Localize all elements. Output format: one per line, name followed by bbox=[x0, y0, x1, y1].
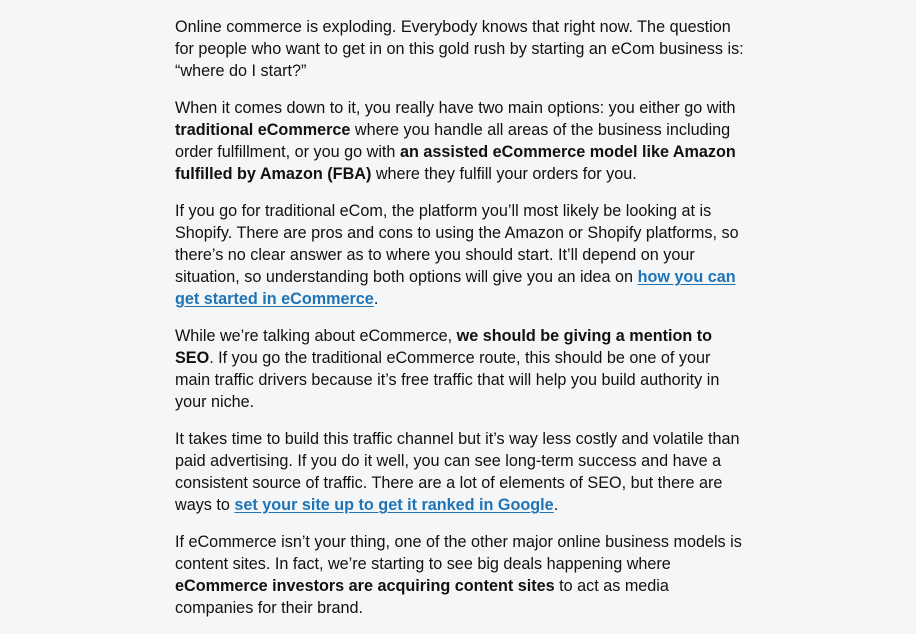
paragraph-text: If you go for traditional eCom, the platform you’ll most likely be looking at is Shopify. There are pros and cons to using the Amazon or Shopify platforms, so there’s no clear answer as to where you should start. It’ll depend on your situation, so understanding both options will give you an idea on bbox=[175, 202, 739, 286]
paragraph-text: If eCommerce isn’t your thing, one of the other major online business models is content sites. In fact, we’re starting to see big deals happening where bbox=[175, 533, 742, 573]
paragraph-text: where you handle all areas of the business including order fulfillment, or you go with bbox=[175, 121, 731, 161]
paragraph-text: to act as media companies for their brand. bbox=[175, 577, 669, 617]
bold-phrase-investors-acquiring: eCommerce investors are acquiring content sites bbox=[175, 577, 555, 595]
article-paragraph-shopify bbox=[175, 200, 745, 310]
paragraph-text: where they fulfill your orders for you. bbox=[371, 165, 637, 183]
paragraph-text: When it comes down to it, you really have two main options: you either go with bbox=[175, 99, 736, 117]
link-get-started-ecommerce[interactable]: how you can get started in eCommerce bbox=[175, 268, 736, 308]
bold-phrase-traditional-ecommerce: traditional eCommerce bbox=[175, 121, 351, 139]
paragraph-text: While we’re talking about eCommerce, bbox=[175, 327, 457, 345]
article-paragraph-seo bbox=[175, 325, 745, 413]
paragraph-text: . bbox=[373, 290, 379, 308]
bold-phrase-amazon-fba: an assisted eCommerce model like Amazon fulfilled by Amazon (FBA) bbox=[175, 143, 736, 183]
paragraph-text: It takes time to build this traffic channel but it’s way less costly and volatile than paid advertising. If you do it well, you can see long-term success and have a consistent source of traffic. There are a lot of elements of SEO, but there are ways to bbox=[175, 430, 740, 514]
article-paragraph-options bbox=[175, 97, 745, 185]
paragraph-text: Online commerce is exploding. Everybody knows that right now. The question for people who want to get in on this gold rush by starting an eCom business is: “where do I start?” bbox=[175, 18, 744, 80]
bold-phrase-seo-mention: we should be giving a mention to SEO bbox=[175, 327, 713, 367]
article-paragraph-traffic bbox=[175, 428, 745, 516]
paragraph-text: . bbox=[553, 496, 559, 514]
article-paragraph-intro bbox=[175, 16, 745, 82]
paragraph-text: . If you go the traditional eCommerce route, this should be one of your main traffic drivers because it’s free traffic that will help you build authority in your niche. bbox=[175, 349, 720, 411]
link-rank-in-google[interactable]: set your site up to get it ranked in Google bbox=[234, 496, 554, 514]
article-paragraph-content-sites bbox=[175, 531, 745, 619]
article-body bbox=[175, 16, 745, 634]
